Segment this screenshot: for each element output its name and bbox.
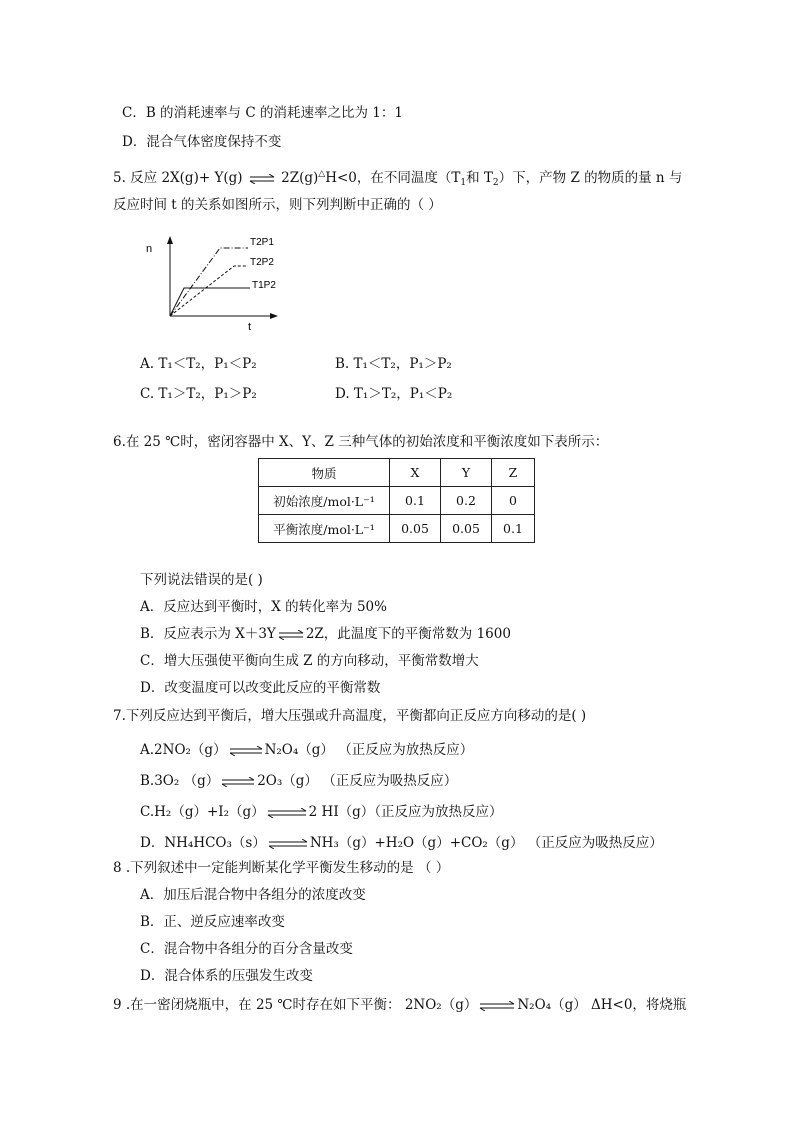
table-cell: 0.05 — [441, 515, 492, 543]
y-axis-label: n — [146, 243, 153, 255]
table-cell: 0.1 — [492, 515, 535, 543]
q6-option-c: C．增大压强使平衡向生成 Z 的方向移动，平衡常数增大 — [140, 653, 479, 669]
q7-option-c: C.H₂（g）+I₂（g） 2 HI（g）（正反应为放热反应） — [140, 804, 503, 820]
q7-option-d: D．NH₄HCO₃（s） NH₃（g）+H₂O（g）+CO₂（g） （正反应为吸热反应） — [140, 835, 663, 851]
table-header: Z — [492, 459, 535, 487]
equilibrium-arrow-icon — [268, 839, 308, 849]
q5-option-c: C. T₁＞T₂，P₁＞P₂ — [140, 386, 257, 402]
concentration-table — [258, 458, 535, 543]
table-cell: 平衡浓度/mol·L⁻¹ — [259, 515, 390, 543]
equilibrium-arrow-icon — [278, 630, 304, 640]
q6-option-b: B．反应表示为 X＋3Y 2Z，此温度下的平衡常数为 1600 — [140, 626, 511, 642]
q6-prompt: 下列说法错误的是( ) — [140, 572, 263, 588]
q5-stem-line1: 5. 反应 2X(g)+ Y(g) 2Z(g)△H<0，在不同温度（$T_1$和 $T_2$）下，产物 Z 的物质的量 n 与 — [113, 169, 683, 188]
equilibrium-arrow-icon — [249, 174, 275, 184]
table-header: 物质 — [259, 459, 390, 487]
table-row — [259, 487, 535, 515]
curve-label-t1p2: T1P2 — [252, 280, 276, 291]
q9-stem: 9 .在一密闭烧瓶中，在 25 ℃时存在如下平衡： 2NO₂（g） N₂O₄（g） ΔH<0，将烧瓶 — [113, 997, 687, 1013]
q5-option-b: B. T₁＜T₂，P₁＞P₂ — [335, 356, 452, 372]
equilibrium-arrow-icon — [479, 1001, 515, 1011]
n-vs-t-graph — [140, 228, 290, 340]
equilibrium-arrow-icon — [221, 777, 255, 787]
table-cell: 0.1 — [390, 487, 441, 515]
q6-stem: 6.在 25 ℃时，密闭容器中 X、Y、Z 三种气体的初始浓度和平衡浓度如下表所示： — [113, 434, 609, 450]
table-cell: 0 — [492, 487, 535, 515]
q7-stem: 7.下列反应达到平衡后，增大压强或升高温度，平衡都向正反应方向移动的是( ) — [113, 708, 587, 724]
q5-option-d: D. T₁＞T₂，P₁＜P₂ — [335, 386, 453, 402]
curve-t1p2 — [170, 288, 250, 316]
table-row — [259, 515, 535, 543]
table-cell: 0.2 — [441, 487, 492, 515]
x-axis-label: t — [248, 321, 252, 333]
q4-option-c: C．B 的消耗速率与 C 的消耗速率之比为 1：1 — [122, 105, 403, 121]
curve-label-t2p2: T2P2 — [250, 257, 274, 268]
q8-option-a: A．加压后混合物中各组分的浓度改变 — [140, 887, 366, 903]
curve-t2p1 — [170, 248, 248, 316]
curve-t2p2 — [170, 266, 248, 316]
q7-option-a: A.2NO₂（g） N₂O₄（g） （正反应为放热反应） — [140, 742, 474, 758]
table-cell: 0.05 — [390, 515, 441, 543]
q6-option-a: A．反应达到平衡时，X 的转化率为 50% — [140, 599, 387, 615]
q8-stem: 8 .下列叙述中一定能判断某化学平衡发生移动的是 （ ） — [113, 860, 450, 876]
q5-option-a: A. T₁＜T₂，P₁＜P₂ — [140, 356, 257, 372]
table-row — [259, 459, 535, 487]
equilibrium-arrow-icon — [267, 808, 307, 818]
q8-option-c: C．混合物中各组分的百分含量改变 — [140, 941, 353, 957]
table-cell: 初始浓度/mol·L⁻¹ — [259, 487, 390, 515]
q7-option-b: B.3O₂ （g） 2O₃（g） （正反应为吸热反应） — [140, 773, 458, 789]
curve-label-t2p1: T2P1 — [250, 237, 274, 248]
q8-option-b: B．正、逆反应速率改变 — [140, 914, 285, 930]
table-header: X — [390, 459, 441, 487]
q4-option-d: D．混合气体密度保持不变 — [122, 134, 282, 150]
q8-option-d: D．混合体系的压强发生改变 — [140, 968, 313, 984]
q6-option-d: D．改变温度可以改变此反应的平衡常数 — [140, 680, 381, 696]
equilibrium-arrow-icon — [229, 746, 263, 756]
q5-stem-line2: 反应时间 t 的关系如图所示，则下列判断中正确的（ ） — [113, 197, 442, 213]
table-header: Y — [441, 459, 492, 487]
